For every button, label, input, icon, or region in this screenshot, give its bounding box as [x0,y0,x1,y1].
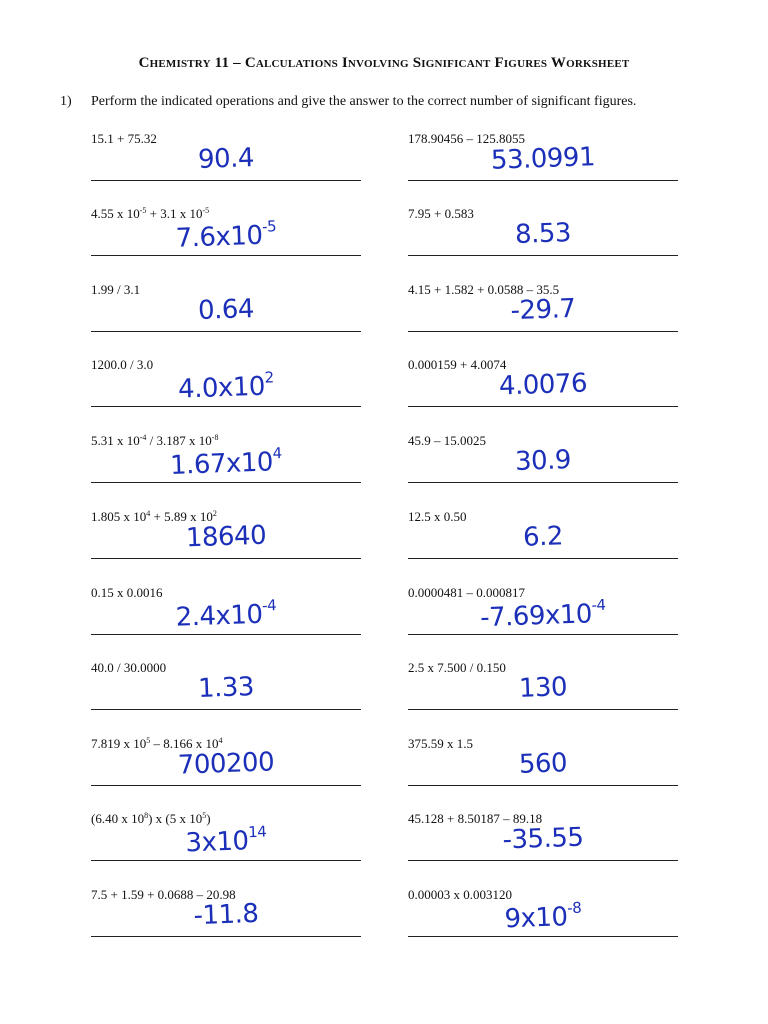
problem-expression: 15.1 + 75.32 [91,131,157,146]
answer-line [91,558,361,559]
problem-item [91,357,361,417]
handwritten-answer: 90.4 [197,143,255,175]
problem-expression: 4.15 + 1.582 + 0.0588 – 35.5 [408,282,560,297]
problem-expression: 1200.0 / 3.0 [91,357,154,372]
problem-item [91,660,361,720]
problem-item [91,433,361,493]
handwritten-answer: 30.9 [514,445,572,477]
answer-line [408,936,678,937]
problem-item [91,811,361,871]
question-number: 1) [60,94,72,109]
answer-line [91,406,361,407]
answer-line [91,709,361,710]
problem-expression: 0.00003 x 0.003120 [408,887,512,902]
answer-line [91,634,361,635]
problem-expression: 1.805 x $10^4 + 5.89$ x $10^2$ [91,509,217,524]
problem-item [408,282,678,342]
problem-expression: 40.0 / 30.0000 [91,660,167,675]
answer-line [91,936,361,937]
answer-line [408,558,678,559]
problem-expression: 375.59 x 1.5 [408,736,473,751]
handwritten-answer: 560 [518,748,568,780]
answer-line [91,331,361,332]
handwritten-answer: $-7.69x10^{-4}$ [479,595,606,634]
problem-expression: 4.55 x $10^{-5} + 3.1$ x $10^{-5}$ [91,206,210,221]
problem-item [91,736,361,796]
answer-line [408,860,678,861]
instruction [60,94,740,110]
handwritten-answer: $9x10^{-8}$ [504,898,582,935]
problem-expression: 5.31 x $10^{-4} / 3.187$ x $10^{-8}$ [91,433,219,448]
problem-item [408,206,678,266]
handwritten-answer: 53.0991 [490,142,596,176]
answer-line [408,180,678,181]
problem-expression: 178.90456 – 125.8055 [408,131,525,146]
handwritten-answer: 18640 [185,520,267,554]
handwritten-answer: 8.53 [514,218,572,250]
problem-item [408,811,678,871]
problem-expression: 45.9 – 15.0025 [408,433,486,448]
problem-item [91,206,361,266]
answer-line [408,785,678,786]
handwritten-answer: $2.4x10^{-4}$ [175,596,277,633]
problem-item [91,282,361,342]
problem-expression: 1.99 / 3.1 [91,282,141,297]
handwritten-answer: 6.2 [522,521,564,553]
handwritten-answer: -35.55 [502,822,584,856]
handwritten-answer: 0.64 [197,294,255,326]
answer-line [408,331,678,332]
instruction-text: Perform the indicated operations and give the answer to the correct number of significant figures. [91,94,637,109]
page-title: Chemistry 11 – Calculations Involving Significant Figures Worksheet [138,55,630,71]
answer-line [91,860,361,861]
answer-line [408,482,678,483]
problem-item [408,736,678,796]
handwritten-answer: $1.67x10^4$ [169,444,282,481]
problem-item [408,131,678,191]
problem-item [91,585,361,645]
answer-line [91,180,361,181]
answer-line [91,255,361,256]
problem-item [91,131,361,191]
handwritten-answer: -11.8 [193,898,259,932]
problem-expression: 7.5 + 1.59 + 0.0688 – 20.98 [91,887,236,902]
problem-item [408,660,678,720]
handwritten-answer: -29.7 [510,293,576,327]
problem-expression: 7.95 + 0.583 [408,206,474,221]
problem-item [408,585,678,645]
answer-line [408,709,678,710]
handwritten-answer: 1.33 [197,672,255,704]
handwritten-answer: 4.0076 [498,368,588,402]
handwritten-answer: $4.0x10^2$ [177,368,274,405]
problem-expression: 2.5 x 7.500 / 0.150 [408,660,506,675]
problem-expression: 0.15 x 0.0016 [91,585,163,600]
problem-expression: (6.40 x $10^8$) x (5 x $10^5$) [91,811,211,826]
problem-expression: 0.0000481 – 0.000817 [408,585,525,600]
answer-line [408,406,678,407]
problem-item [91,887,361,947]
problem-item [408,887,678,947]
problem-item [91,509,361,569]
problem-expression: 0.000159 + 4.0074 [408,357,507,372]
problem-item [408,357,678,417]
answer-line [408,634,678,635]
problem-expression: 7.819 x $10^5 - 8.166$ x $10^4$ [91,736,223,751]
answer-line [91,482,361,483]
handwritten-answer: 130 [518,672,568,704]
problem-item [408,433,678,493]
handwritten-answer: $7.6x10^{-5}$ [175,217,277,254]
problem-item [408,509,678,569]
answer-line [91,785,361,786]
handwritten-answer: 700200 [177,747,275,781]
problem-expression: 45.128 + 8.50187 – 89.18 [408,811,543,826]
answer-line [408,255,678,256]
problem-expression: 12.5 x 0.50 [408,509,467,524]
handwritten-answer: $3x10^{14}$ [184,822,267,859]
